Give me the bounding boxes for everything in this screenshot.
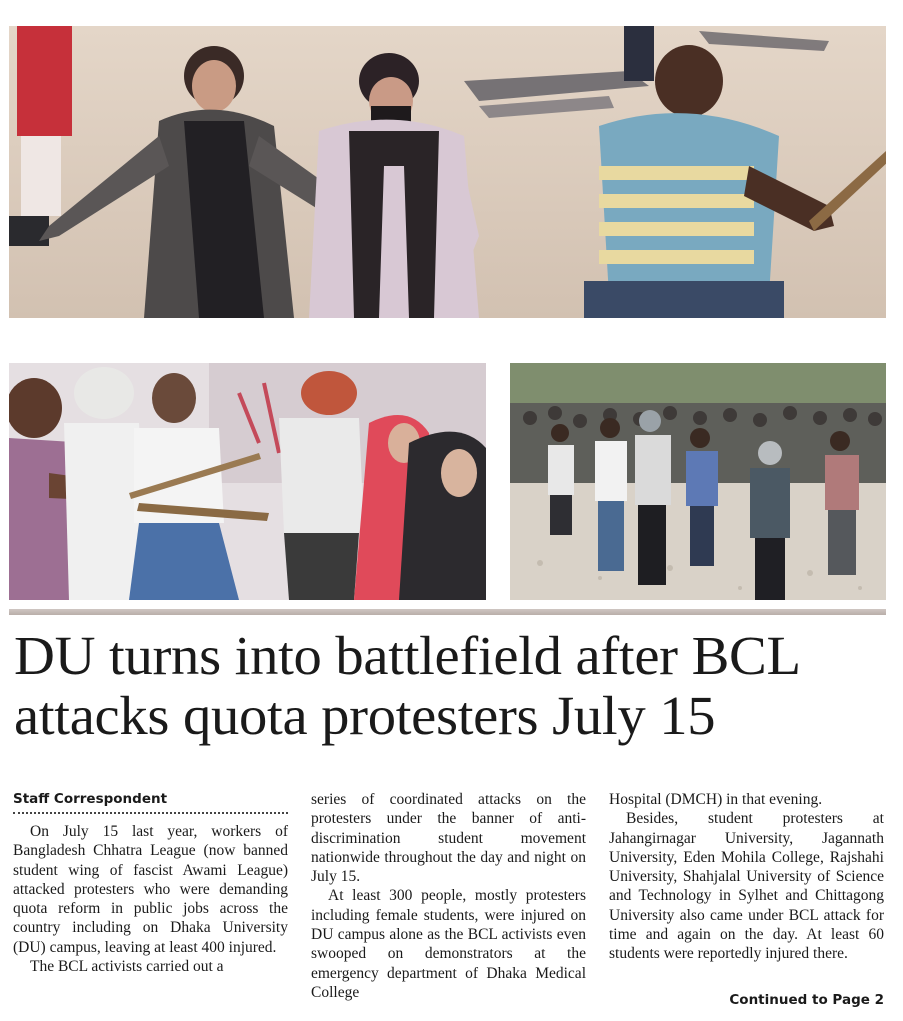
photo-icon	[9, 363, 486, 600]
article-paragraph: Hospital (DMCH) in that evening.	[609, 791, 823, 808]
article-paragraph: The BCL activists carried out a	[30, 958, 224, 976]
article-paragraph: series of coordinated attacks on the protesters under the banner of anti-discrimination student movement nationwide throughout the day and night on July 15.	[311, 791, 586, 886]
article-column-3	[609, 790, 884, 964]
article-column-2	[311, 790, 586, 1002]
article-column-1	[13, 790, 288, 976]
article-paragraph: Besides, student protesters at Jahangirnagar University, Jagannath University, Eden Mohila College, Rajshahi University, Shahjalal University of Science and Technology in Sylhet and Chittagong University also came under BCL attack for time and again on the day. At least 60 students were reportedly injured there.	[609, 810, 884, 963]
photo-crowd-clash	[510, 363, 886, 600]
photo-protesters-running	[9, 26, 886, 318]
photo-icon	[510, 363, 886, 600]
continued-link[interactable]: Continued to Page 2	[729, 992, 884, 1008]
article-paragraph: At least 300 people, mostly protesters including female students, were injured on DU campus alone as the BCL activists even swooped on demonstrators at the emergency department of Dhaka Medical College	[311, 887, 586, 1001]
headline: DU turns into battlefield after BCL attacks quota protesters July 15	[14, 625, 799, 746]
article-paragraph: On July 15 last year, workers of Bangladesh Chhatra League (now banned student wing of fascist Awami League) attacked protesters who were demanding quota reform in public jobs across the country including on Dhaka University (DU) campus, leaving at least 400 injured.	[13, 823, 288, 956]
photo-attackers-sticks	[9, 363, 486, 600]
section-divider	[9, 609, 886, 615]
byline: Staff Correspondent	[13, 790, 288, 814]
photo-icon	[9, 26, 886, 318]
